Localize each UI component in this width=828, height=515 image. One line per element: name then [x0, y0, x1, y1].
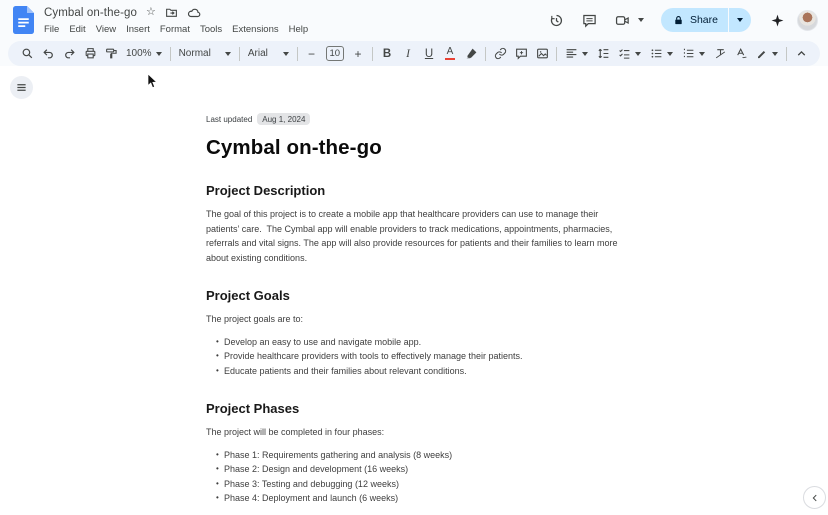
toolbar	[8, 41, 820, 66]
bulleted-list-icon	[650, 47, 663, 60]
menu-tools[interactable]: Tools	[199, 24, 223, 35]
list-item: • Develop an easy to use and navigate mobile app.	[216, 335, 618, 350]
share-button[interactable]	[661, 8, 751, 32]
document-outline-button[interactable]	[10, 76, 33, 99]
title-block	[44, 5, 313, 36]
toolbar-separator	[297, 47, 298, 61]
numbered-list-caret	[699, 52, 705, 56]
section-heading: Project Phases	[206, 401, 300, 416]
header-actions	[544, 0, 818, 40]
styles-dropdown[interactable]	[175, 44, 235, 64]
text-color-button[interactable]	[440, 44, 460, 64]
bold-button[interactable]: B	[382, 47, 392, 60]
outline-icon	[16, 82, 27, 93]
undo-icon[interactable]	[38, 44, 58, 64]
markup-pen-icon[interactable]	[731, 44, 751, 64]
menu-extensions[interactable]: Extensions	[232, 24, 279, 35]
menu-bar	[39, 23, 313, 36]
show-side-panel-button[interactable]	[803, 486, 826, 509]
search-menus-icon[interactable]	[17, 44, 37, 64]
document-page[interactable]	[206, 113, 621, 506]
star-icon[interactable]: ☆	[146, 6, 156, 18]
paint-format-icon[interactable]	[101, 44, 121, 64]
menu-help[interactable]: Help	[288, 24, 309, 35]
doc-heading-title: Cymbal on-the-go	[206, 136, 382, 159]
last-updated-label: Last updated	[206, 114, 253, 124]
video-call-dropdown-caret[interactable]	[638, 18, 644, 22]
last-updated-date-chip[interactable]: Aug 1, 2024	[257, 113, 310, 125]
section-heading: Project Goals	[206, 288, 290, 303]
section-project-description	[206, 183, 621, 265]
comments-icon[interactable]	[577, 7, 603, 33]
list-item: • Phase 3: Testing and debugging (12 weeks)	[216, 477, 618, 492]
toolbar-separator	[556, 47, 557, 61]
toolbar-separator	[239, 47, 240, 61]
share-label: Share	[689, 14, 718, 26]
zoom-dropdown[interactable]	[122, 44, 166, 64]
insert-link-icon[interactable]	[490, 44, 510, 64]
document-title[interactable]: Cymbal on-the-go	[44, 6, 138, 19]
list-item: • Provide healthcare providers with tools to effectively manage their patients.	[216, 349, 618, 364]
bullet-list	[216, 448, 618, 506]
font-value: Arial	[247, 48, 268, 59]
toolbar-separator	[485, 47, 486, 61]
editing-mode-caret	[772, 52, 778, 56]
section-paragraph: The project goals are to:	[206, 314, 304, 324]
account-avatar[interactable]	[797, 10, 818, 31]
bulleted-list-caret	[667, 52, 673, 56]
move-folder-icon[interactable]	[165, 6, 178, 19]
list-item: • Phase 2: Design and development (16 weeks)	[216, 462, 618, 477]
font-size-input[interactable]: 10	[326, 46, 344, 61]
styles-value: Normal	[178, 48, 211, 59]
menu-format[interactable]: Format	[159, 24, 190, 35]
numbered-list-dropdown[interactable]	[678, 44, 709, 64]
editing-mode-dropdown[interactable]	[752, 44, 782, 64]
checklist-dropdown[interactable]	[614, 44, 645, 64]
pencil-icon	[756, 48, 768, 60]
decrease-font-size-button[interactable]: −	[308, 46, 316, 61]
underline-button[interactable]: U	[424, 47, 434, 60]
toolbar-separator	[786, 47, 787, 61]
checklist-caret	[635, 52, 641, 56]
video-call-icon[interactable]	[610, 7, 636, 33]
font-dropdown[interactable]	[244, 44, 293, 64]
align-caret	[582, 52, 588, 56]
section-paragraph: The project will be completed in four phases:	[206, 427, 385, 437]
zoom-caret	[156, 52, 162, 56]
lock-icon	[673, 15, 684, 26]
mouse-cursor	[147, 74, 158, 89]
toolbar-right-group	[731, 44, 811, 64]
highlight-color-icon[interactable]	[461, 44, 481, 64]
menu-view[interactable]: View	[95, 24, 117, 35]
list-item: • Phase 1: Requirements gathering and analysis (8 weeks)	[216, 448, 618, 463]
numbered-list-icon	[682, 47, 695, 60]
line-spacing-icon[interactable]	[593, 44, 613, 64]
chevron-left-icon	[810, 493, 820, 503]
print-icon[interactable]	[80, 44, 100, 64]
redo-icon[interactable]	[59, 44, 79, 64]
checklist-icon	[618, 47, 631, 60]
hide-menus-chevron-icon[interactable]	[791, 44, 811, 64]
menu-edit[interactable]: Edit	[69, 24, 86, 35]
align-dropdown[interactable]	[561, 44, 592, 64]
document-status-cloud-icon[interactable]	[187, 6, 201, 20]
meta-row	[206, 113, 618, 125]
list-item: • Phase 4: Deployment and launch (6 weeks)	[216, 491, 618, 506]
meet-call-control[interactable]	[610, 7, 644, 33]
section-heading: Project Description	[206, 183, 326, 198]
bullet-list	[216, 335, 618, 379]
toolbar-separator	[170, 47, 171, 61]
version-history-icon[interactable]	[544, 7, 570, 33]
styles-caret	[225, 52, 231, 56]
toolbar-separator	[372, 47, 373, 61]
section-paragraph: The goal of this project is to create a mobile app that healthcare providers can use to manage their patients’ care. The Cymbal app will enable providers to track medications, appointments, pharmacies, referrals and vital signs. The app will also provide resources for patients and their families to learn more about existing conditions.	[206, 209, 621, 263]
insert-image-icon[interactable]	[532, 44, 552, 64]
menu-insert[interactable]: Insert	[126, 24, 150, 35]
font-caret	[283, 52, 289, 56]
clear-formatting-icon[interactable]	[710, 44, 730, 64]
gemini-sparkle-icon[interactable]	[764, 7, 790, 33]
italic-button[interactable]: I	[406, 47, 410, 60]
menu-file[interactable]: File	[44, 24, 60, 35]
share-dropdown[interactable]	[729, 8, 751, 32]
section-project-phases	[206, 401, 618, 506]
text-color-letter: A	[446, 45, 454, 57]
section-project-goals	[206, 288, 618, 378]
bulleted-list-dropdown[interactable]	[646, 44, 677, 64]
align-left-icon	[565, 47, 578, 60]
add-comment-icon[interactable]	[511, 44, 531, 64]
list-item: • Educate patients and their families about relevant conditions.	[216, 364, 618, 379]
text-color-indicator	[445, 58, 455, 61]
increase-font-size-button[interactable]: +	[354, 46, 362, 61]
google-docs-logo-icon[interactable]	[13, 6, 34, 34]
zoom-value: 100%	[126, 48, 152, 59]
share-main[interactable]	[661, 8, 728, 32]
